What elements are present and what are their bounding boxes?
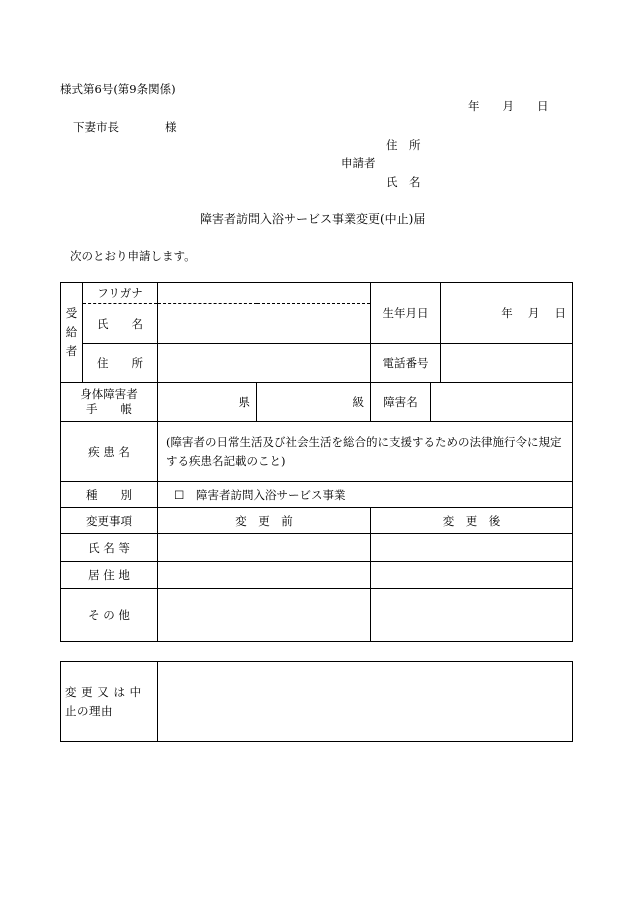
recipient-address-label: 住 所 <box>83 344 158 383</box>
recipient-group-label: 受 給 者 <box>61 283 83 383</box>
applicant-label: 申請者 <box>341 156 376 170</box>
birthdate-label: 生年月日 <box>371 283 441 344</box>
change-row-other-label: そ の 他 <box>61 589 158 642</box>
checkbox-icon[interactable]: ☐ <box>174 487 185 502</box>
grade-field[interactable]: 級 <box>257 383 371 422</box>
name-label: 氏 名 <box>386 175 421 189</box>
application-form-table <box>60 282 573 642</box>
change-item-header: 変更事項 <box>61 508 158 534</box>
before-change-header: 変 更 前 <box>158 508 371 534</box>
change-row-residence-before[interactable] <box>158 562 371 589</box>
change-row-other-after[interactable] <box>371 589 573 642</box>
reason-field[interactable] <box>158 662 573 742</box>
reason-label: 変 更 又 は 中 止の理由 <box>61 662 158 742</box>
prefecture-field[interactable]: 県 <box>158 383 257 422</box>
furigana-label: フリガナ <box>83 283 158 304</box>
change-row-residence-label: 居 住 地 <box>61 562 158 589</box>
type-value: 障害者訪問入浴サービス事業 <box>195 487 346 502</box>
after-change-header: 変 更 後 <box>371 508 573 534</box>
recipient-name-label: 氏 名 <box>83 304 158 344</box>
disability-name-label: 障害名 <box>371 383 431 422</box>
recipient-address-field[interactable] <box>158 344 371 383</box>
phone-label: 電話番号 <box>371 344 441 383</box>
type-label: 種 別 <box>61 482 158 508</box>
addressee: 下妻市長 様 <box>73 120 177 134</box>
change-row-name-label: 氏 名 等 <box>61 534 158 562</box>
birthdate-field[interactable]: 年 月 日 <box>441 283 573 344</box>
change-row-name-before[interactable] <box>158 534 371 562</box>
certificate-label: 身体障害者 手 帳 <box>61 383 158 422</box>
change-row-other-before[interactable] <box>158 589 371 642</box>
address-label: 住 所 <box>386 138 421 152</box>
intro-text: 次のとおり申請します。 <box>70 249 196 263</box>
furigana-field[interactable] <box>158 283 371 304</box>
change-row-name-after[interactable] <box>371 534 573 562</box>
type-field <box>158 482 573 508</box>
recipient-name-field[interactable] <box>158 304 371 344</box>
disability-name-field[interactable] <box>431 383 573 422</box>
disease-name-label: 疾 患 名 <box>61 422 158 482</box>
disease-name-field[interactable]: (障害者の日常生活及び社会生活を総合的に支援するための法律施行令に規定する疾患名記載のこと) <box>158 422 573 482</box>
date-line: 年 月 日 <box>468 99 549 113</box>
form-number: 様式第6号(第9条関係) <box>60 82 176 96</box>
reason-table <box>60 661 573 742</box>
document-title: 障害者訪問入浴サービス事業変更(中止)届 <box>200 212 426 226</box>
change-row-residence-after[interactable] <box>371 562 573 589</box>
phone-field[interactable] <box>441 344 573 383</box>
